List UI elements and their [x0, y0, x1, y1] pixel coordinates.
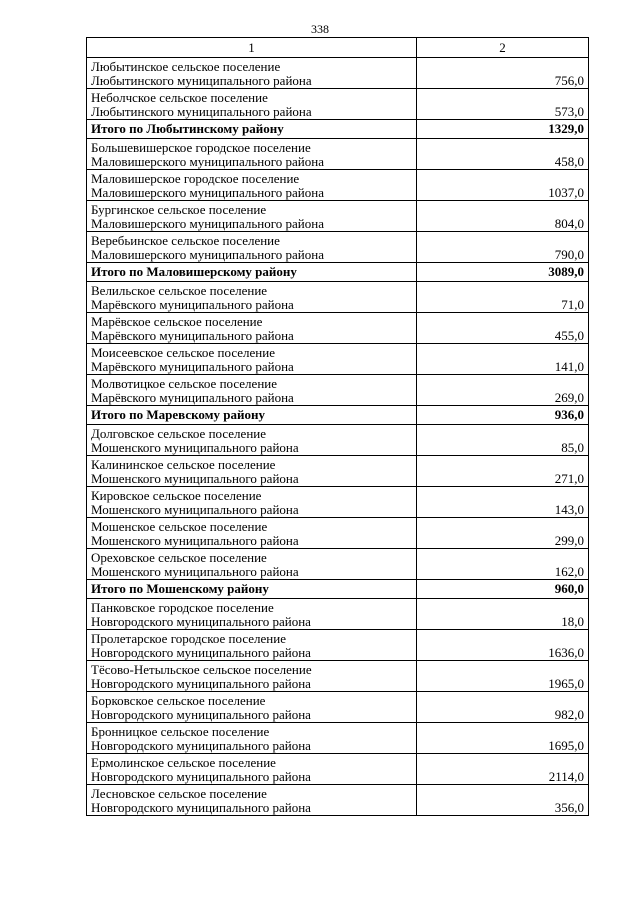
- municipal-district-name: Новгородского муниципального района: [91, 707, 311, 722]
- settlement-name: Пролетарское городское поселение: [91, 631, 286, 646]
- municipal-district-name: Любытинского муниципального района: [91, 73, 312, 88]
- settlement-name-cell: [87, 139, 417, 170]
- municipal-district-name: Новгородского муниципального района: [91, 645, 311, 660]
- table-row: [87, 549, 589, 580]
- page-number: 338: [311, 22, 329, 36]
- table-row: [87, 58, 589, 89]
- value-cell: 269,0: [417, 375, 589, 406]
- settlement-name: Ермолинское сельское поселение: [91, 755, 276, 770]
- table-row: [87, 282, 589, 313]
- settlement-name: Велильское сельское поселение: [91, 283, 268, 298]
- table-row: [87, 139, 589, 170]
- total-label-cell: Итого по Любытинскому району: [87, 120, 417, 139]
- table-row: [87, 754, 589, 785]
- settlement-name-cell: [87, 375, 417, 406]
- settlement-name-cell: [87, 282, 417, 313]
- municipal-district-name: Маловишерского муниципального района: [91, 216, 324, 231]
- municipal-district-name: Мошенского муниципального района: [91, 471, 299, 486]
- settlement-name-cell: [87, 58, 417, 89]
- value-cell: 455,0: [417, 313, 589, 344]
- settlement-name: Бургинское сельское поселение: [91, 202, 267, 217]
- table-row: [87, 425, 589, 456]
- column-header-1: 1: [87, 38, 417, 58]
- column-header-2: 2: [417, 38, 589, 58]
- settlement-name-cell: [87, 754, 417, 785]
- settlement-name: Кировское сельское поселение: [91, 488, 262, 503]
- table-header-row: [87, 38, 589, 58]
- value-cell: 1037,0: [417, 170, 589, 201]
- value-cell: 1636,0: [417, 630, 589, 661]
- value-cell: 162,0: [417, 549, 589, 580]
- district-total-row: [87, 580, 589, 599]
- settlement-name: Большевишерское городское поселение: [91, 140, 311, 155]
- settlement-name: Бронницкое сельское поселение: [91, 724, 270, 739]
- table-row: [87, 487, 589, 518]
- settlement-name: Неболчское сельское поселение: [91, 90, 268, 105]
- settlement-name: Калининское сельское поселение: [91, 457, 276, 472]
- value-cell: 756,0: [417, 58, 589, 89]
- municipal-district-name: Марёвского муниципального района: [91, 390, 294, 405]
- settlement-name: Веребьинское сельское поселение: [91, 233, 280, 248]
- table-row: [87, 170, 589, 201]
- table-row: [87, 599, 589, 630]
- municipal-district-name: Марёвского муниципального района: [91, 297, 294, 312]
- value-cell: 1695,0: [417, 723, 589, 754]
- table-row: [87, 518, 589, 549]
- value-cell: 458,0: [417, 139, 589, 170]
- municipal-district-name: Любытинского муниципального района: [91, 104, 312, 119]
- municipal-district-name: Новгородского муниципального района: [91, 769, 311, 784]
- total-value-cell: 936,0: [417, 406, 589, 425]
- table-body: [87, 38, 589, 816]
- settlement-name: Лесновское сельское поселение: [91, 786, 267, 801]
- table-row: [87, 232, 589, 263]
- settlement-name-cell: [87, 692, 417, 723]
- settlement-name-cell: [87, 425, 417, 456]
- value-cell: 790,0: [417, 232, 589, 263]
- municipal-district-name: Новгородского муниципального района: [91, 800, 311, 815]
- settlement-name: Тёсово-Нетыльское сельское поселение: [91, 662, 312, 677]
- table-row: [87, 344, 589, 375]
- settlement-name: Мошенское сельское поселение: [91, 519, 268, 534]
- municipal-district-name: Новгородского муниципального района: [91, 676, 311, 691]
- municipal-district-name: Мошенского муниципального района: [91, 533, 299, 548]
- table-row: [87, 661, 589, 692]
- settlement-name-cell: [87, 785, 417, 816]
- table-row: [87, 375, 589, 406]
- total-value-cell: 3089,0: [417, 263, 589, 282]
- settlement-name: Маловишерское городское поселение: [91, 171, 300, 186]
- municipal-district-name: Маловишерского муниципального района: [91, 154, 324, 169]
- value-cell: 271,0: [417, 456, 589, 487]
- settlement-name-cell: [87, 456, 417, 487]
- municipal-district-name: Маловишерского муниципального района: [91, 185, 324, 200]
- total-label-cell: Итого по Маловишерскому району: [87, 263, 417, 282]
- municipal-district-name: Новгородского муниципального района: [91, 738, 311, 753]
- municipal-district-name: Мошенского муниципального района: [91, 440, 299, 455]
- district-total-row: [87, 120, 589, 139]
- table-row: [87, 201, 589, 232]
- value-cell: 71,0: [417, 282, 589, 313]
- municipal-district-name: Новгородского муниципального района: [91, 614, 311, 629]
- value-cell: 573,0: [417, 89, 589, 120]
- value-cell: 804,0: [417, 201, 589, 232]
- municipal-district-name: Марёвского муниципального района: [91, 359, 294, 374]
- settlement-name-cell: [87, 89, 417, 120]
- value-cell: 2114,0: [417, 754, 589, 785]
- settlement-name: Долговское сельское поселение: [91, 426, 266, 441]
- municipal-district-name: Мошенского муниципального района: [91, 564, 299, 579]
- value-cell: 1965,0: [417, 661, 589, 692]
- value-cell: 143,0: [417, 487, 589, 518]
- table-row: [87, 785, 589, 816]
- value-cell: 141,0: [417, 344, 589, 375]
- municipal-district-name: Маловишерского муниципального района: [91, 247, 324, 262]
- settlement-name-cell: [87, 518, 417, 549]
- total-label-cell: Итого по Мошенскому району: [87, 580, 417, 599]
- total-value-cell: 960,0: [417, 580, 589, 599]
- value-cell: 982,0: [417, 692, 589, 723]
- municipal-district-name: Мошенского муниципального района: [91, 502, 299, 517]
- settlement-name-cell: [87, 661, 417, 692]
- table-row: [87, 723, 589, 754]
- settlement-name-cell: [87, 630, 417, 661]
- settlement-name: Ореховское сельское поселение: [91, 550, 267, 565]
- budget-table: [86, 37, 589, 816]
- settlement-name-cell: [87, 723, 417, 754]
- table-row: [87, 692, 589, 723]
- value-cell: 85,0: [417, 425, 589, 456]
- district-total-row: [87, 406, 589, 425]
- total-value-cell: 1329,0: [417, 120, 589, 139]
- settlement-name-cell: [87, 344, 417, 375]
- table-row: [87, 89, 589, 120]
- table-row: [87, 456, 589, 487]
- district-total-row: [87, 263, 589, 282]
- settlement-name-cell: [87, 313, 417, 344]
- value-cell: 299,0: [417, 518, 589, 549]
- settlement-name: Молвотицкое сельское поселение: [91, 376, 277, 391]
- settlement-name-cell: [87, 201, 417, 232]
- settlement-name: Марёвское сельское поселение: [91, 314, 263, 329]
- settlement-name-cell: [87, 599, 417, 630]
- table-row: [87, 313, 589, 344]
- settlement-name: Борковское сельское поселение: [91, 693, 266, 708]
- table-row: [87, 630, 589, 661]
- settlement-name: Моисеевское сельское поселение: [91, 345, 275, 360]
- settlement-name-cell: [87, 170, 417, 201]
- settlement-name: Любытинское сельское поселение: [91, 59, 281, 74]
- value-cell: 356,0: [417, 785, 589, 816]
- settlement-name-cell: [87, 232, 417, 263]
- settlement-name-cell: [87, 487, 417, 518]
- settlement-name-cell: [87, 549, 417, 580]
- value-cell: 18,0: [417, 599, 589, 630]
- municipal-district-name: Марёвского муниципального района: [91, 328, 294, 343]
- total-label-cell: Итого по Маревскому району: [87, 406, 417, 425]
- settlement-name: Панковское городское поселение: [91, 600, 274, 615]
